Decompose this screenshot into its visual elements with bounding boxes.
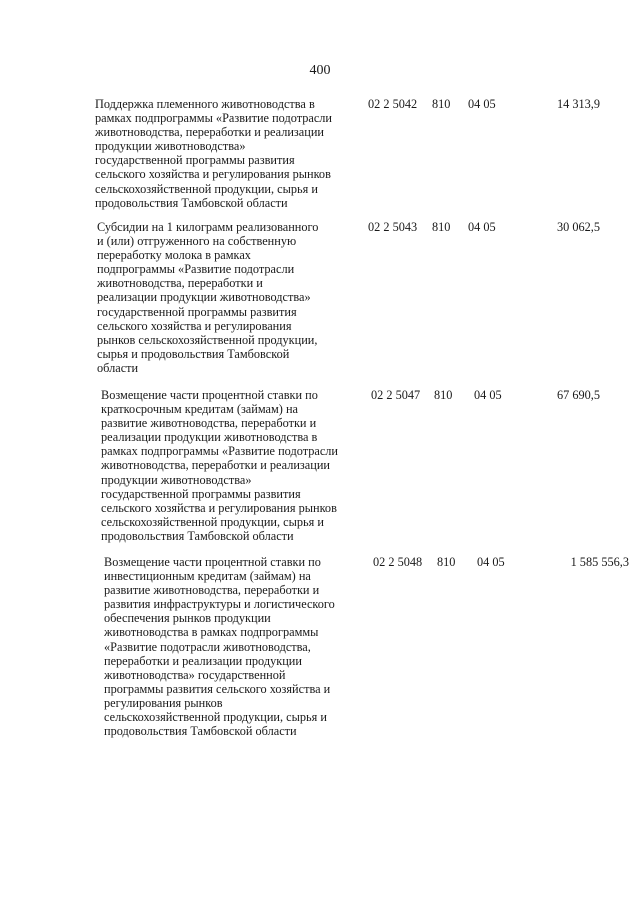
row-target-code: 02 2 5047 [371,388,421,402]
row-description: Субсидии на 1 килограмм реализованного и (или) отгруженного на собственную переработку молока в рамках подпрограммы «Развитие подотрасли животноводства, переработки и реализации продукции животноводства» государственной программы развития сельского хозяйства и регулирования рынков сельскохозяйственной продукции, сырья и продовольствия Тамбовской области [97,220,319,375]
row-description: Возмещение части процентной ставки по инвестиционным кредитам (займам) на развитие животноводства, переработки и развития инфраструктуры и логистического обеспечения рынков продукции животноводства в рамках подпрограммы «Развитие подотрасли животноводства, переработки и реализации продукции животноводства» государственной программы развития сельского хозяйства и регулирования рынков сельскохозяйственной продукции, сырья и продовольствия Тамбовской области [104,555,335,739]
row-expense-type: 810 [437,555,456,569]
page-number: 400 [309,63,331,78]
row-section-code: 04 05 [468,97,496,111]
row-amount: 67 690,5 [556,388,600,402]
row-target-code: 02 2 5042 [368,97,418,111]
row-expense-type: 810 [432,220,451,234]
row-expense-type: 810 [432,97,451,111]
row-target-code: 02 2 5048 [373,555,423,569]
row-section-code: 04 05 [474,388,502,402]
row-amount: 30 062,5 [556,220,600,234]
row-amount: 1 585 556,3 [570,555,629,569]
row-description: Поддержка племенного животноводства в рамках подпрограммы «Развитие подотрасли животноводства, переработки и реализации продукции животноводства» государственной программы развития сельского хозяйства и регулирования рынков сельскохозяйственной продукции, сырья и продовольствия Тамбовской области [95,97,333,210]
row-expense-type: 810 [434,388,453,402]
row-target-code: 02 2 5043 [368,220,418,234]
row-section-code: 04 05 [468,220,496,234]
row-description: Возмещение части процентной ставки по краткосрочным кредитам (займам) на развитие животноводства, переработки и реализации продукции животноводства в рамках подпрограммы «Развитие подотрасли животноводства, переработки и реализации продукции животноводства» государственной программы развития сельского хозяйства и регулирования рынков сельскохозяйственной продукции, сырья и продовольствия Тамбовской области [101,388,339,543]
row-section-code: 04 05 [477,555,505,569]
row-amount: 14 313,9 [556,97,600,111]
